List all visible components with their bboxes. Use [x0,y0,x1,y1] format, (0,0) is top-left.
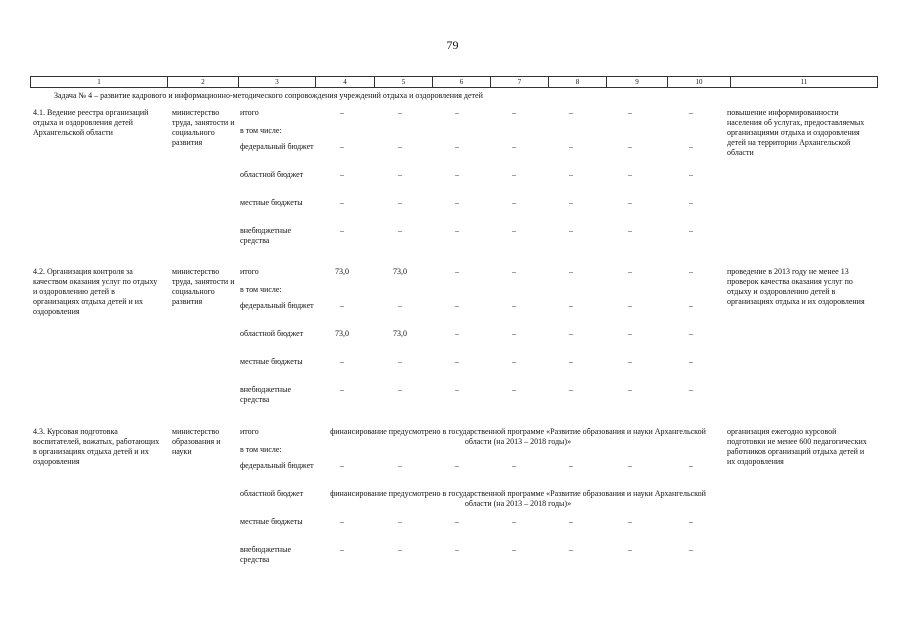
funding-note: финансирование предусмотрено в государственной программе «Развитие образования и науки Архангельской области (на 2013 – 2018 годы)» [330,489,706,508]
source-label: федеральный бюджет [240,461,314,470]
dash-cell: – [689,545,693,554]
dash-cell: – [512,226,516,235]
col-header: 4 [315,77,374,87]
dash-cell: – [628,461,632,470]
col-header: 5 [374,77,432,87]
dash-cell: – [689,461,693,470]
section-result: повышение информированности населения об услугах, предоставляемых организациями отдыха и оздоровления детей на территории Архангельской области [727,108,865,157]
dash-cell: – [512,461,516,470]
dash-cell: – [628,301,632,310]
dash-cell: – [569,357,573,366]
dash-cell: – [569,545,573,554]
dash-cell: – [398,198,402,207]
dash-cell: – [628,198,632,207]
source-label: местные бюджеты [240,517,303,526]
dash-cell: – [628,267,632,276]
dash-cell: – [512,301,516,310]
dash-cell: – [512,517,516,526]
dash-cell: – [569,142,573,151]
dash-cell: – [689,329,693,338]
dash-cell: – [512,267,516,276]
dash-cell: – [340,357,344,366]
dash-cell: – [569,385,573,394]
dash-cell: – [569,108,573,117]
dash-cell: – [455,329,459,338]
dash-cell: – [455,142,459,151]
col-header: 7 [490,77,548,87]
col-header: 2 [167,77,238,87]
dash-cell: – [398,357,402,366]
dash-cell: – [689,226,693,235]
dash-cell: – [455,198,459,207]
source-label: местные бюджеты [240,357,303,366]
dash-cell: – [512,357,516,366]
dash-cell: – [340,198,344,207]
source-label: итого [240,108,259,117]
dash-cell: – [689,301,693,310]
dash-cell: – [398,385,402,394]
dash-cell: – [689,357,693,366]
dash-cell: – [398,545,402,554]
value-cell: 73,0 [393,267,407,276]
section-name: 4.3. Курсовая подготовка воспитателей, вожатых, работающих в организациях отдыха детей и их оздоровления [33,427,160,466]
funding-note: финансирование предусмотрено в государственной программе «Развитие образования и науки Архангельской области (на 2013 – 2018 годы)» [330,427,706,446]
column-header-row [30,76,878,88]
col-header: 11 [730,77,877,87]
col-header: 10 [667,77,730,87]
dash-cell: – [512,385,516,394]
col-header: 6 [432,77,490,87]
dash-cell: – [628,385,632,394]
source-label: внебюджетные средства [240,226,291,245]
dash-cell: – [689,142,693,151]
dash-cell: – [398,142,402,151]
source-label: федеральный бюджет [240,301,314,310]
source-label: внебюджетные средства [240,545,291,564]
dash-cell: – [455,301,459,310]
dash-cell: – [340,461,344,470]
dash-cell: – [569,267,573,276]
dash-cell: – [398,301,402,310]
dash-cell: – [340,545,344,554]
dash-cell: – [628,545,632,554]
source-label: областной бюджет [240,489,304,498]
section-name: 4.1. Ведение реестра организаций отдыха и оздоровления детей Архангельской области [33,108,149,137]
page-number: 79 [446,38,459,52]
section-executor: министерство образования и науки [172,427,221,456]
dash-cell: – [569,170,573,179]
dash-cell: – [569,329,573,338]
dash-cell: – [512,170,516,179]
dash-cell: – [628,226,632,235]
dash-cell: – [398,108,402,117]
dash-cell: – [455,170,459,179]
dash-cell: – [455,461,459,470]
dash-cell: – [340,142,344,151]
dash-cell: – [569,301,573,310]
section-name: 4.2. Организация контроля за качеством оказания услуг по отдыху и оздоровлению детей в организациях отдыха детей и их оздоровления [33,267,158,316]
dash-cell: – [455,226,459,235]
source-label: местные бюджеты [240,198,303,207]
dash-cell: – [628,357,632,366]
dash-cell: – [689,170,693,179]
section-executor: министерство труда, занятости и социального развития [172,108,235,147]
task-title: Задача № 4 – развитие кадрового и информационно-методического сопровождения учреждений отдыха и оздоровления детей [54,91,483,100]
dash-cell: – [398,517,402,526]
dash-cell: – [455,385,459,394]
dash-cell: – [628,517,632,526]
dash-cell: – [398,226,402,235]
dash-cell: – [455,267,459,276]
source-label: областной бюджет [240,329,304,338]
dash-cell: – [340,301,344,310]
source-label: федеральный бюджет [240,142,314,151]
source-label: областной бюджет [240,170,304,179]
dash-cell: – [455,108,459,117]
dash-cell: – [628,170,632,179]
source-label: внебюджетные средства [240,385,291,404]
dash-cell: – [512,329,516,338]
source-label: итого [240,267,259,276]
dash-cell: – [398,170,402,179]
dash-cell: – [689,108,693,117]
dash-cell: – [689,385,693,394]
dash-cell: – [455,517,459,526]
value-cell: 73,0 [335,329,349,338]
source-label: итого [240,427,259,436]
dash-cell: – [689,517,693,526]
dash-cell: – [512,198,516,207]
dash-cell: – [628,108,632,117]
value-cell: 73,0 [335,267,349,276]
col-header: 9 [606,77,667,87]
dash-cell: – [340,170,344,179]
col-header: 8 [548,77,606,87]
dash-cell: – [689,198,693,207]
section-result: организация ежегодно курсовой подготовки не менее 600 педагогических работников организаций отдыха детей и их оздоровления [727,427,867,466]
dash-cell: – [628,142,632,151]
dash-cell: – [689,267,693,276]
source-label: в том числе: [240,445,282,454]
dash-cell: – [569,461,573,470]
dash-cell: – [628,329,632,338]
dash-cell: – [512,545,516,554]
section-result: проведение в 2013 году не менее 13 проверок качества оказания услуг по отдыху и оздоровлению детей в организациях отдыха и их оздоровления [727,267,865,306]
dash-cell: – [340,385,344,394]
dash-cell: – [569,226,573,235]
dash-cell: – [569,198,573,207]
value-cell: 73,0 [393,329,407,338]
source-label: в том числе: [240,126,282,135]
col-header: 3 [238,77,315,87]
dash-cell: – [340,108,344,117]
dash-cell: – [512,142,516,151]
dash-cell: – [340,226,344,235]
col-header: 1 [97,78,101,86]
dash-cell: – [512,108,516,117]
dash-cell: – [455,357,459,366]
dash-cell: – [569,517,573,526]
dash-cell: – [455,545,459,554]
section-executor: министерство труда, занятости и социального развития [172,267,235,306]
dash-cell: – [340,517,344,526]
dash-cell: – [398,461,402,470]
source-label: в том числе: [240,285,282,294]
